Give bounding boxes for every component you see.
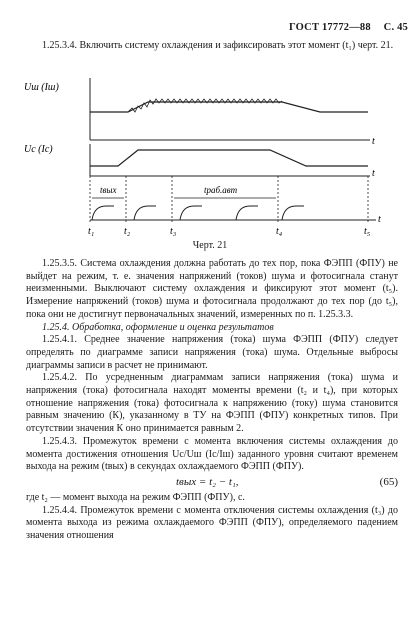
t2-label: t₂ xyxy=(124,226,131,237)
top-t-label: t xyxy=(372,136,375,147)
section-heading: 1.25.4. Обработка, оформление и оценка результатов xyxy=(42,321,274,333)
page-number: С. 45 xyxy=(383,22,408,33)
document-code: ГОСТ 17772—88 xyxy=(289,22,371,33)
paragraph-1-25-3-4: 1.25.3.4. Включить систему охлаждения и зафиксировать этот момент (t₁) черт. 21. xyxy=(42,40,394,51)
formula-65 xyxy=(26,474,398,492)
figure-caption: Черт. 21 xyxy=(192,240,228,251)
noise-ripple xyxy=(128,99,282,112)
paragraph: 1.25.4.3. Промежуток времени с момента включения системы охлаждения до момента достижения отношения Uс/Uш (Iс/Iш) заданного уровня считают временем выхода на режим (tвых) в секундах охлаждаемого ФЭПП (ФПУ). xyxy=(26,435,398,473)
noise-curve xyxy=(90,102,368,112)
formula-expression: tвых = t₂ − t₁, xyxy=(176,475,239,488)
signal-curve xyxy=(90,150,368,166)
top-axis-label: Uш (Iш) xyxy=(24,82,59,93)
t5-label: t₅ xyxy=(364,226,371,237)
t1-label: t₁ xyxy=(88,226,95,237)
t-rab-label: tраб.авт xyxy=(204,185,238,195)
formula-note: где t₂ — момент выхода на режим ФЭПП (ФПУ), с. xyxy=(26,491,245,503)
page-header xyxy=(279,22,408,33)
bottom-axis-label: Uс (Iс) xyxy=(24,144,53,155)
timeline-t-label: t xyxy=(378,214,381,225)
paragraph: 1.25.4.1. Среднее значение напряжения (тока) шума ФЭПП (ФПУ) следует определять по диаграмме записи напряжения (тока) шума. Отдельные выбросы диаграммы записи в расчет не принимают. xyxy=(26,334,398,371)
paragraph: 1.25.4.4. Промежуток времени с момента отключения системы охлаждения (t₃) до момента выхода из режима охлаждаемого ФЭПП (ФПУ), определяемого падением значения отношения xyxy=(26,504,398,542)
t4-label: t₄ xyxy=(276,226,283,237)
formula-number: (65) xyxy=(379,475,398,488)
body-text xyxy=(26,258,398,543)
t-vyh-label: tвых xyxy=(100,185,117,195)
paragraph: 1.25.3.5. Система охлаждения должна работать до тех пор, пока ФЭПП (ФПУ) не выйдет на режим, т. е. значения напряжений (токов) шума и фотосигнала станут неизменными. Выключают систему охлаждения и фиксируют этот момент (t₅). Измерение напряжений (токов) шума и фотосигнала продолжают до тех пор (до t₅), пока они не достигнут первоначальных значений, измеренных по п. 1.25.3.3. xyxy=(26,258,398,320)
figure-21 xyxy=(20,72,400,252)
bottom-t-label: t xyxy=(372,168,375,179)
t3-label: t₃ xyxy=(170,226,177,237)
paragraph: 1.25.4.2. По усредненным диаграммам записи напряжения (тока) шума и напряжения (тока) фотосигнала находят моменты времени (t₂ и t₄), при которых отношение напряжения (тока) фотосигнала к напряжению (току) шума становится равным значению (К), указанному в ТУ на ФЭПП (ФПУ) конкретных типов. При отсутствии значения К оно принимается равным 2. xyxy=(26,372,398,435)
